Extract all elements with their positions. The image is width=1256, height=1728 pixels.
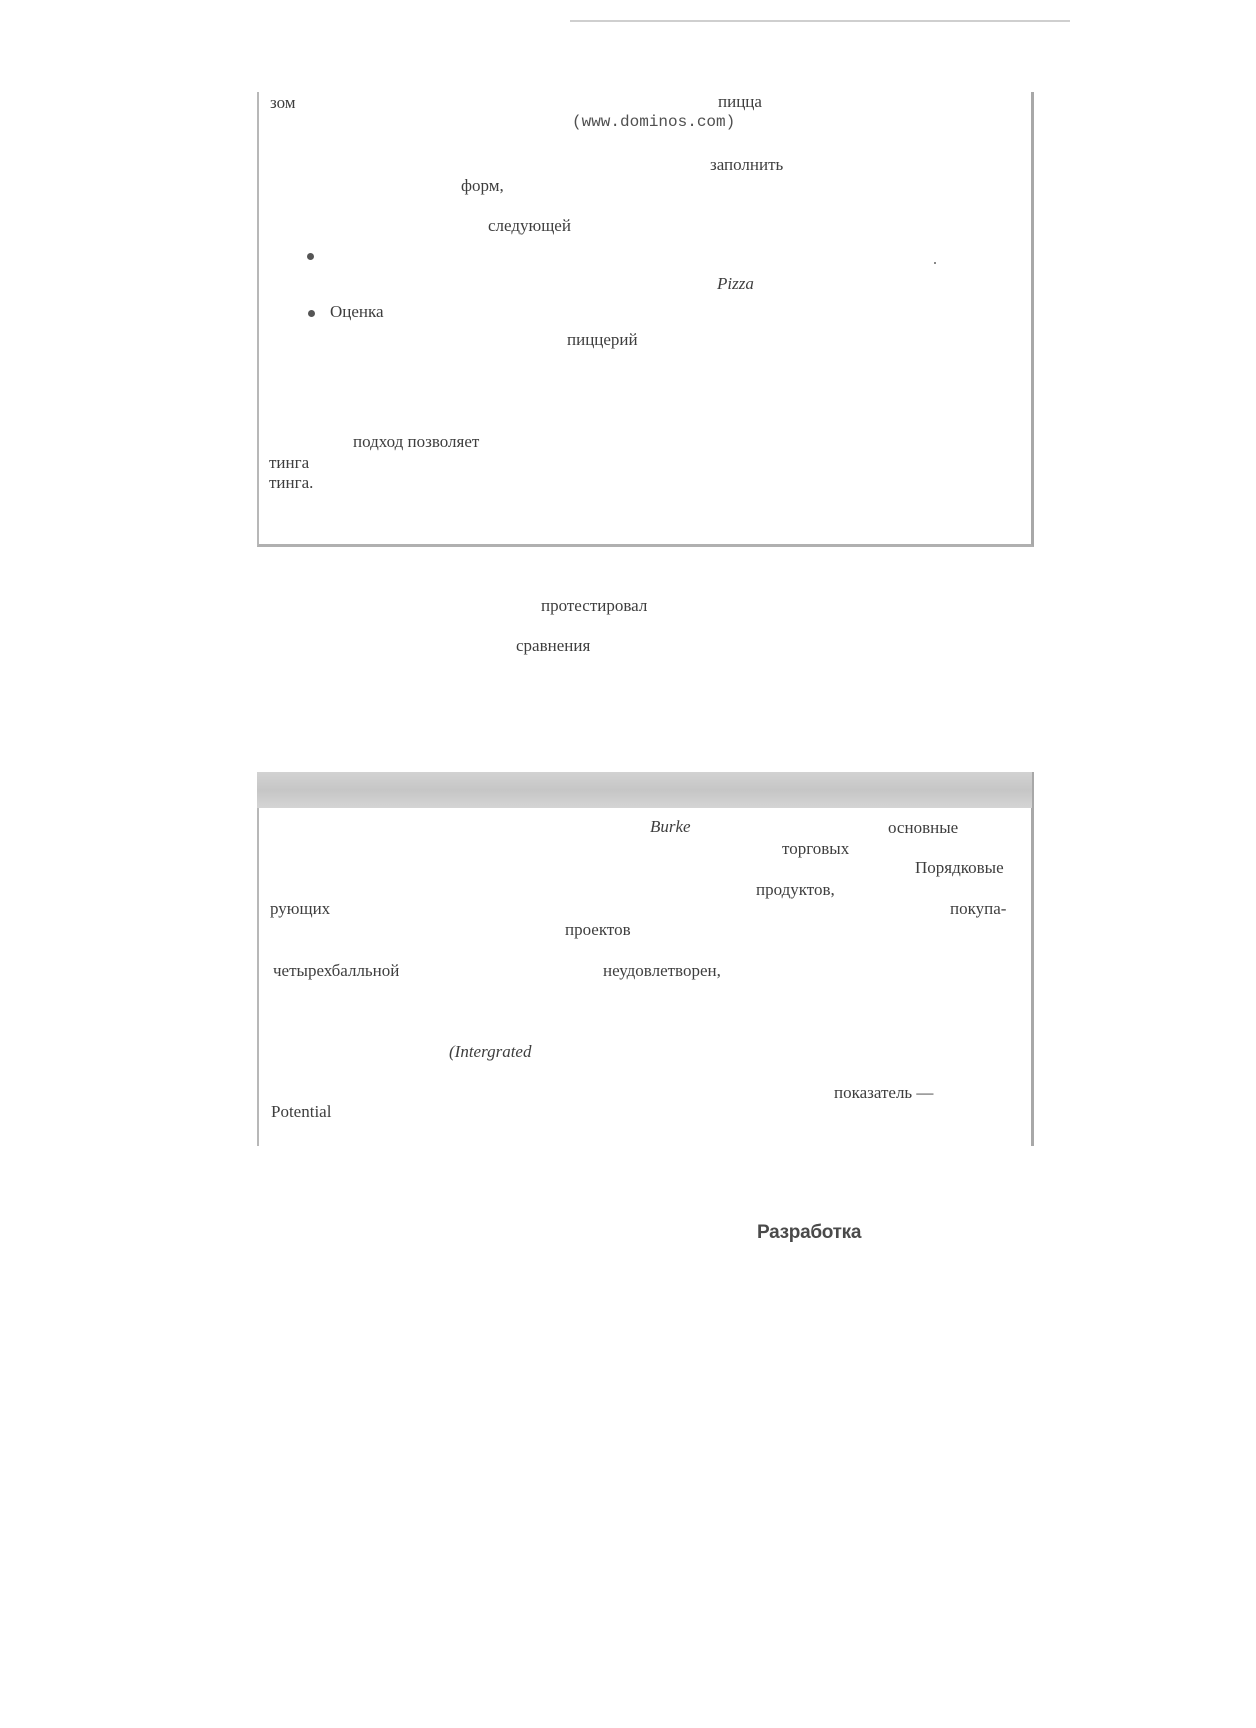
text-indicator: показатель — [834,1083,934,1102]
text-tinga-1: тинга [269,453,310,472]
text-pizza-en: Pizza [717,274,754,293]
text-buyer: покупа- [950,899,1007,918]
text-dissatisfied: неудовлетворен, [603,961,721,980]
box-2-header-bar [257,772,1032,808]
text-integrated: (Intergrated [449,1042,532,1061]
text-comparison: сравнения [516,636,591,655]
text-burke: Burke [650,817,691,836]
text-fill: заполнить [710,155,784,174]
text-pizzerias: пиццерий [567,330,638,349]
text-next: следующей [488,216,571,235]
text-projects: проектов [565,920,631,939]
bullet-2 [308,310,315,317]
text-tinga-2: тинга. [269,473,314,492]
speck [934,262,936,264]
text-ordinal: Порядковые [915,858,1004,877]
text-approach: подход позволяет [353,432,480,451]
text-products: продуктов, [756,880,835,899]
url-dominos: (www.dominos.com) [572,113,736,131]
text-forms: форм, [461,176,504,195]
bullet-1 [307,253,314,260]
top-rule [570,20,1070,22]
text-ruyushchikh: рующих [270,899,331,918]
text-trade: торговых [782,839,850,858]
text-potential: Potential [271,1102,332,1121]
footer-label: Разработка [757,1222,862,1243]
text-tested: протестировал [541,596,648,615]
text-pizza: пицца [718,92,762,111]
text-four-point: четырехбалльной [273,961,400,980]
text-basic: основные [888,818,959,837]
text-zom: зом [270,93,296,112]
text-rating: Оценка [330,302,384,321]
